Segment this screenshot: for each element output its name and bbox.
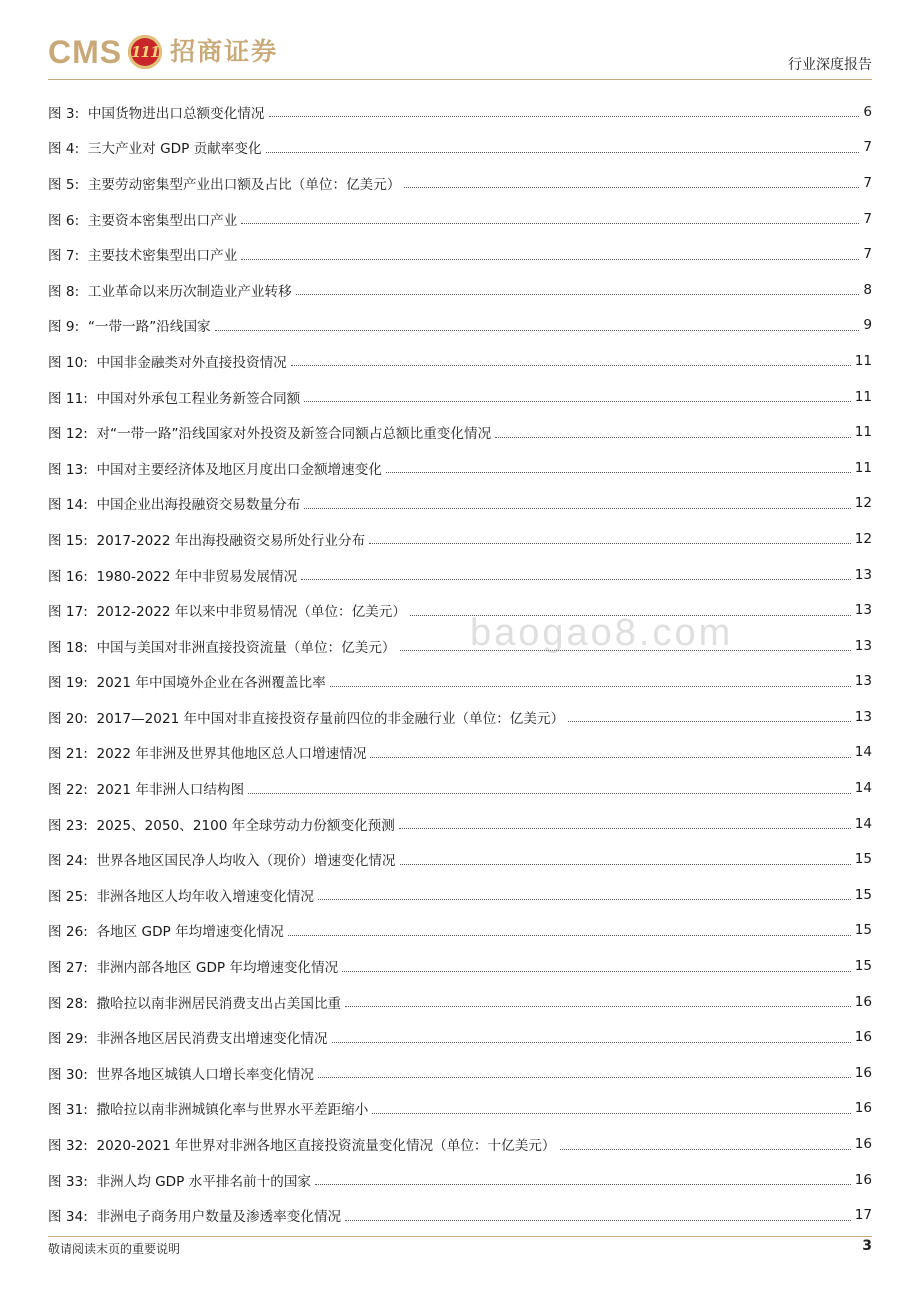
toc-entry-label: 图 26: bbox=[48, 924, 88, 941]
toc-entry-page: 14 bbox=[854, 815, 872, 832]
toc-entry-page: 13 bbox=[854, 602, 872, 619]
page-header bbox=[0, 0, 920, 80]
toc-entry-title: 主要劳动密集型产业出口额及占比（单位：亿美元） bbox=[87, 176, 401, 193]
toc-dot-leader bbox=[330, 686, 851, 687]
toc-entry-label: 图 24: bbox=[48, 853, 88, 870]
toc-entry-label: 图 28: bbox=[48, 995, 88, 1012]
toc-entry-title: 2020-2021 年世界对非洲各地区直接投资流量变化情况（单位：十亿美元） bbox=[96, 1138, 556, 1155]
toc-entry-label: 图 12: bbox=[48, 426, 88, 443]
toc-entry[interactable] bbox=[48, 1055, 872, 1091]
toc-entry-title: 非洲电子商务用户数量及渗透率变化情况 bbox=[96, 1209, 342, 1226]
toc-entry-title: 非洲人均 GDP 水平排名前十的国家 bbox=[96, 1173, 312, 1190]
toc-dot-leader bbox=[400, 864, 851, 865]
toc-entry-page: 16 bbox=[854, 1100, 872, 1117]
logo-chinese-name: 招商证券 bbox=[170, 37, 279, 66]
toc-entry-title: 各地区 GDP 年均增速变化情况 bbox=[96, 924, 284, 941]
toc-entry[interactable] bbox=[48, 308, 872, 344]
toc-dot-leader bbox=[345, 1006, 851, 1007]
toc-entry[interactable] bbox=[48, 1091, 872, 1127]
toc-entry-title: 2021 年非洲人口结构图 bbox=[96, 782, 245, 799]
toc-entry-title: 主要技术密集型出口产业 bbox=[87, 248, 238, 265]
toc-entry-title: 撒哈拉以南非洲城镇化率与世界水平差距缩小 bbox=[96, 1102, 369, 1119]
toc-entry[interactable] bbox=[48, 343, 872, 379]
toc-entry-title: 非洲内部各地区 GDP 年均增速变化情况 bbox=[96, 960, 339, 977]
toc-entry-label: 图 10: bbox=[48, 354, 88, 371]
toc-entry[interactable] bbox=[48, 770, 872, 806]
toc-dot-leader bbox=[288, 935, 851, 936]
toc-dot-leader bbox=[399, 828, 851, 829]
toc-entry[interactable] bbox=[48, 699, 872, 735]
toc-dot-leader bbox=[291, 365, 851, 366]
toc-entry-label: 图 8: bbox=[48, 283, 80, 300]
toc-entry-title: 2012-2022 年以来中非贸易情况（单位：亿美元） bbox=[96, 604, 406, 621]
toc-entry-label: 图 18: bbox=[48, 639, 88, 656]
toc-entry[interactable] bbox=[48, 414, 872, 450]
toc-entry-page: 16 bbox=[854, 1136, 872, 1153]
toc-entry-page: 11 bbox=[854, 424, 872, 441]
toc-dot-leader bbox=[386, 472, 851, 473]
toc-entry-label: 图 11: bbox=[48, 390, 88, 407]
toc-entry-page: 15 bbox=[854, 922, 872, 939]
toc-entry[interactable] bbox=[48, 272, 872, 308]
toc-dot-leader bbox=[241, 259, 859, 260]
footer-divider bbox=[48, 1236, 872, 1237]
toc-entry-page: 7 bbox=[863, 174, 872, 191]
toc-entry-page: 16 bbox=[854, 1171, 872, 1188]
toc-entry-title: 2021 年中国境外企业在各洲覆盖比率 bbox=[96, 675, 326, 692]
figure-table-of-contents bbox=[48, 94, 872, 1233]
toc-entry-label: 图 5: bbox=[48, 176, 80, 193]
toc-entry-page: 15 bbox=[854, 851, 872, 868]
toc-entry-page: 15 bbox=[854, 886, 872, 903]
toc-entry-title: 中国非金融类对外直接投资情况 bbox=[96, 354, 287, 371]
toc-entry[interactable] bbox=[48, 1019, 872, 1055]
header-divider bbox=[48, 79, 872, 80]
toc-dot-leader bbox=[332, 1042, 851, 1043]
toc-entry-page: 7 bbox=[863, 210, 872, 227]
toc-entry-title: 世界各地区城镇人口增长率变化情况 bbox=[96, 1066, 314, 1083]
toc-dot-leader bbox=[304, 508, 850, 509]
toc-entry[interactable] bbox=[48, 486, 872, 522]
toc-entry-label: 图 14: bbox=[48, 497, 88, 514]
toc-entry-title: 撒哈拉以南非洲居民消费支出占美国比重 bbox=[96, 995, 342, 1012]
toc-entry[interactable] bbox=[48, 913, 872, 949]
toc-entry-page: 9 bbox=[863, 317, 872, 334]
toc-entry[interactable] bbox=[48, 557, 872, 593]
toc-entry[interactable] bbox=[48, 877, 872, 913]
toc-entry-page: 13 bbox=[854, 673, 872, 690]
toc-entry-title: 非洲各地区居民消费支出增速变化情况 bbox=[96, 1031, 328, 1048]
toc-entry-page: 13 bbox=[854, 708, 872, 725]
toc-entry-label: 图 25: bbox=[48, 888, 88, 905]
toc-entry-label: 图 31: bbox=[48, 1102, 88, 1119]
toc-entry-page: 13 bbox=[854, 566, 872, 583]
toc-entry-label: 图 27: bbox=[48, 960, 88, 977]
toc-dot-leader bbox=[266, 152, 860, 153]
toc-entry-title: 1980-2022 年中非贸易发展情况 bbox=[96, 568, 298, 585]
toc-entry[interactable] bbox=[48, 592, 872, 628]
toc-entry-page: 7 bbox=[863, 139, 872, 156]
toc-entry[interactable] bbox=[48, 94, 872, 130]
toc-entry-label: 图 20: bbox=[48, 710, 88, 727]
toc-dot-leader bbox=[318, 899, 851, 900]
toc-entry-title: 2017-2022 年出海投融资交易所处行业分布 bbox=[96, 532, 366, 549]
toc-dot-leader bbox=[241, 223, 859, 224]
toc-dot-leader bbox=[248, 793, 851, 794]
toc-entry-label: 图 34: bbox=[48, 1209, 88, 1226]
cms-logo bbox=[48, 30, 278, 74]
toc-entry-title: 2022 年非洲及世界其他地区总人口增速情况 bbox=[96, 746, 367, 763]
toc-dot-leader bbox=[345, 1220, 851, 1221]
toc-entry-title: 2025、2050、2100 年全球劳动力份额变化预测 bbox=[96, 817, 395, 834]
toc-entry-page: 11 bbox=[854, 352, 872, 369]
toc-dot-leader bbox=[342, 971, 850, 972]
toc-entry-page: 12 bbox=[854, 530, 872, 547]
toc-dot-leader bbox=[269, 116, 860, 117]
toc-entry-title: 三大产业对 GDP 贡献率变化 bbox=[87, 141, 262, 158]
toc-dot-leader bbox=[370, 757, 850, 758]
toc-entry-label: 图 17: bbox=[48, 604, 88, 621]
toc-entry-page: 11 bbox=[854, 459, 872, 476]
toc-entry-label: 图 21: bbox=[48, 746, 88, 763]
watermark: baogao8.com bbox=[470, 612, 734, 654]
toc-dot-leader bbox=[304, 401, 850, 402]
page-number: 3 bbox=[862, 1238, 872, 1254]
toc-entry[interactable] bbox=[48, 379, 872, 415]
toc-entry-label: 图 3: bbox=[48, 105, 80, 122]
toc-entry-page: 16 bbox=[854, 993, 872, 1010]
toc-entry-page: 16 bbox=[854, 1029, 872, 1046]
toc-entry[interactable] bbox=[48, 735, 872, 771]
toc-entry-label: 图 33: bbox=[48, 1173, 88, 1190]
toc-entry-page: 16 bbox=[854, 1064, 872, 1081]
toc-dot-leader bbox=[568, 721, 851, 722]
toc-entry[interactable] bbox=[48, 165, 872, 201]
toc-entry-title: 中国与美国对非洲直接投资流量（单位：亿美元） bbox=[96, 639, 396, 656]
toc-entry[interactable] bbox=[48, 628, 872, 664]
toc-entry-title: 非洲各地区人均年收入增速变化情况 bbox=[96, 888, 314, 905]
toc-entry-label: 图 7: bbox=[48, 248, 80, 265]
toc-entry-label: 图 29: bbox=[48, 1031, 88, 1048]
toc-entry[interactable] bbox=[48, 984, 872, 1020]
toc-entry[interactable] bbox=[48, 664, 872, 700]
toc-entry-label: 图 4: bbox=[48, 141, 80, 158]
toc-dot-leader bbox=[560, 1149, 851, 1150]
toc-entry-title: 2017—2021 年中国对非直接投资存量前四位的非金融行业（单位：亿美元） bbox=[96, 710, 565, 727]
toc-entry[interactable] bbox=[48, 1162, 872, 1198]
toc-entry-page: 17 bbox=[854, 1207, 872, 1224]
toc-entry-title: 主要资本密集型出口产业 bbox=[87, 212, 238, 229]
toc-entry[interactable] bbox=[48, 450, 872, 486]
toc-dot-leader bbox=[296, 294, 860, 295]
toc-entry-title: 中国货物进出口总额变化情况 bbox=[87, 105, 265, 122]
toc-entry-page: 15 bbox=[854, 958, 872, 975]
toc-entry-page: 12 bbox=[854, 495, 872, 512]
toc-entry-label: 图 9: bbox=[48, 319, 80, 336]
toc-dot-leader bbox=[372, 1113, 850, 1114]
toc-entry-label: 图 16: bbox=[48, 568, 88, 585]
toc-entry[interactable] bbox=[48, 1126, 872, 1162]
toc-entry[interactable] bbox=[48, 236, 872, 272]
toc-entry[interactable] bbox=[48, 201, 872, 237]
toc-entry-label: 图 23: bbox=[48, 817, 88, 834]
logo-text: CMS bbox=[48, 34, 123, 70]
toc-dot-leader bbox=[369, 543, 851, 544]
toc-entry-page: 14 bbox=[854, 744, 872, 761]
toc-entry[interactable] bbox=[48, 841, 872, 877]
toc-entry-title: 中国企业出海投融资交易数量分布 bbox=[96, 497, 301, 514]
toc-entry-title: 中国对主要经济体及地区月度出口金额增速变化 bbox=[96, 461, 382, 478]
toc-dot-leader bbox=[215, 330, 860, 331]
toc-entry[interactable] bbox=[48, 948, 872, 984]
toc-dot-leader bbox=[404, 187, 859, 188]
toc-entry-label: 图 32: bbox=[48, 1138, 88, 1155]
toc-entry-label: 图 15: bbox=[48, 532, 88, 549]
footer-note: 敬请阅读末页的重要说明 bbox=[48, 1242, 181, 1256]
toc-entry[interactable] bbox=[48, 521, 872, 557]
toc-entry[interactable] bbox=[48, 806, 872, 842]
toc-entry-page: 6 bbox=[863, 103, 872, 120]
toc-entry-page: 13 bbox=[854, 637, 872, 654]
toc-entry-page: 14 bbox=[854, 780, 872, 797]
toc-entry-page: 11 bbox=[854, 388, 872, 405]
toc-entry-title: “一带一路”沿线国家 bbox=[87, 319, 211, 336]
toc-entry-label: 图 13: bbox=[48, 461, 88, 478]
logo-emblem-icon: 111 bbox=[128, 35, 162, 69]
toc-dot-leader bbox=[301, 579, 850, 580]
toc-entry-label: 图 22: bbox=[48, 782, 88, 799]
toc-dot-leader bbox=[318, 1077, 851, 1078]
toc-entry-title: 对“一带一路”沿线国家对外投资及新签合同额占总额比重变化情况 bbox=[96, 426, 492, 443]
toc-entry-label: 图 30: bbox=[48, 1066, 88, 1083]
report-type: 行业深度报告 bbox=[788, 57, 872, 73]
toc-entry-page: 8 bbox=[863, 281, 872, 298]
toc-entry-title: 世界各地区国民净人均收入（现价）增速变化情况 bbox=[96, 853, 396, 870]
toc-dot-leader bbox=[315, 1184, 851, 1185]
toc-entry-label: 图 6: bbox=[48, 212, 80, 229]
toc-entry-title: 工业革命以来历次制造业产业转移 bbox=[87, 283, 292, 300]
toc-entry[interactable] bbox=[48, 130, 872, 166]
toc-entry-title: 中国对外承包工程业务新签合同额 bbox=[96, 390, 301, 407]
toc-entry-label: 图 19: bbox=[48, 675, 88, 692]
toc-entry[interactable] bbox=[48, 1197, 872, 1233]
toc-entry-page: 7 bbox=[863, 246, 872, 263]
toc-dot-leader bbox=[495, 437, 851, 438]
